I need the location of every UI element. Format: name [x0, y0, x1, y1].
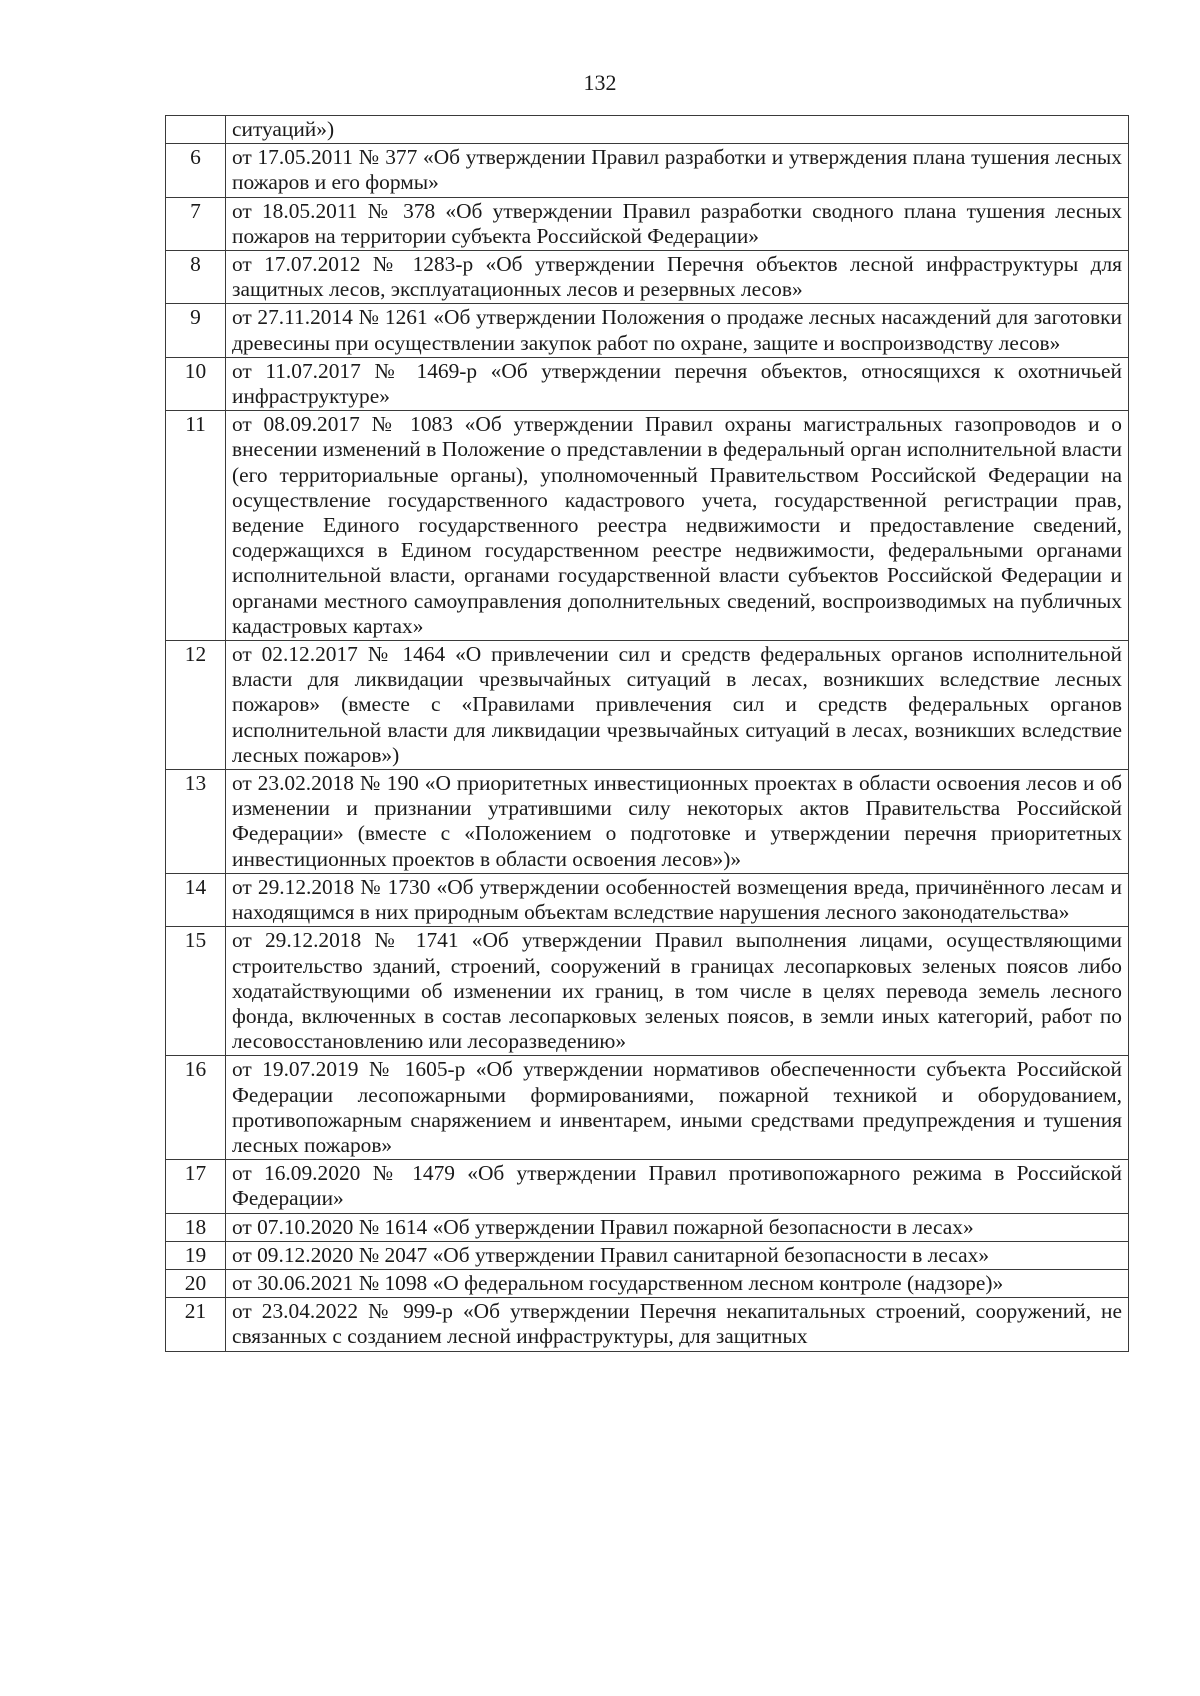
act-description: от 18.05.2011 № 378 «Об утверждении Правил разработки сводного плана тушения лесных пожаров на территории субъекта Российской Федерации»: [226, 197, 1129, 250]
act-description: от 08.09.2017 № 1083 «Об утверждении Правил охраны магистральных газопроводов и о внесении изменений в Положение о представлении в федеральный орган исполнительной власти (его территориальные органы), уполномоченный Правительством Российской Федерации на осуществление государственного кадастрового учета, государственной регистрации прав, ведение Единого государственного реестра недвижимости и предоставление сведений, содержащихся в Едином государственном реестре недвижимости, федеральными органами исполнительной власти, органами государственной власти субъектов Российской Федерации и органами местного самоуправления дополнительных сведений, воспроизводимых на публичных кадастровых картах»: [226, 411, 1129, 641]
table-row: [166, 641, 1129, 770]
row-number: 9: [166, 304, 226, 357]
table-row: [166, 1298, 1129, 1351]
row-number: 6: [166, 144, 226, 197]
row-number: 21: [166, 1298, 226, 1351]
act-description: от 23.02.2018 № 190 «О приоритетных инвестиционных проектах в области освоения лесов и об изменении и признании утратившими силу некоторых актов Правительства Российской Федерации» (вместе с «Положением о подготовке и утверждении перечня приоритетных инвестиционных проектов в области освоения лесов»)»: [226, 770, 1129, 874]
act-description: от 16.09.2020 № 1479 «Об утверждении Правил противопожарного режима в Российской Федерации»: [226, 1160, 1129, 1213]
act-description: от 29.12.2018 № 1741 «Об утверждении Правил выполнения лицами, осуществляющими строительство зданий, строений, сооружений в границах лесопарковых зеленых поясов либо ходатайствующими об изменении их границ, в том числе в целях перевода земель лесного фонда, включенных в состав лесопарковых зеленых поясов, в земли иных категорий, работ по лесовосстановлению или лесоразведению»: [226, 927, 1129, 1056]
table-row: [166, 873, 1129, 926]
table-row: [166, 1269, 1129, 1297]
act-description: от 17.07.2012 № 1283-р «Об утверждении Перечня объектов лесной инфраструктуры для защитных лесов, эксплуатационных лесов и резервных лесов»: [226, 251, 1129, 304]
row-number: 14: [166, 873, 226, 926]
table-row: [166, 770, 1129, 874]
row-number: 20: [166, 1269, 226, 1297]
table-row: [166, 251, 1129, 304]
row-number: [166, 116, 226, 144]
table-row: [166, 357, 1129, 410]
act-description: от 30.06.2021 № 1098 «О федеральном государственном лесном контроле (надзоре)»: [226, 1269, 1129, 1297]
table-row: [166, 144, 1129, 197]
act-description: от 23.04.2022 № 999-р «Об утверждении Перечня некапитальных строений, сооружений, не связанных с созданием лесной инфраструктуры, для защитных: [226, 1298, 1129, 1351]
act-description: от 29.12.2018 № 1730 «Об утверждении особенностей возмещения вреда, причинённого лесам и находящимся в них природным объектам вследствие нарушения лесного законодательства»: [226, 873, 1129, 926]
row-number: 11: [166, 411, 226, 641]
act-description: ситуаций»): [226, 116, 1129, 144]
table-row: [166, 927, 1129, 1056]
act-description: от 09.12.2020 № 2047 «Об утверждении Правил санитарной безопасности в лесах»: [226, 1241, 1129, 1269]
row-number: 12: [166, 641, 226, 770]
row-number: 17: [166, 1160, 226, 1213]
table-row: [166, 197, 1129, 250]
row-number: 7: [166, 197, 226, 250]
row-number: 16: [166, 1056, 226, 1160]
act-description: от 02.12.2017 № 1464 «О привлечении сил и средств федеральных органов исполнительной власти для ликвидации чрезвычайных ситуаций в лесах, возникших вследствие лесных пожаров» (вместе с «Правилами привлечения сил и средств федеральных органов исполнительной власти для ликвидации чрезвычайных ситуаций в лесах, возникших вследствие лесных пожаров»): [226, 641, 1129, 770]
row-number: 13: [166, 770, 226, 874]
act-description: от 27.11.2014 № 1261 «Об утверждении Положения о продаже лесных насаждений для заготовки древесины при осуществлении закупок работ по охране, защите и воспроизводству лесов»: [226, 304, 1129, 357]
table-row: [166, 1160, 1129, 1213]
table-row: [166, 1056, 1129, 1160]
table-row: [166, 411, 1129, 641]
row-number: 8: [166, 251, 226, 304]
act-description: от 11.07.2017 № 1469-р «Об утверждении перечня объектов, относящихся к охотничьей инфраструктуре»: [226, 357, 1129, 410]
table-row: [166, 1241, 1129, 1269]
act-description: от 19.07.2019 № 1605-р «Об утверждении нормативов обеспеченности субъекта Российской Федерации лесопожарными формированиями, пожарной техникой и оборудованием, противопожарным снаряжением и инвентарем, иными средствами предупреждения и тушения лесных пожаров»: [226, 1056, 1129, 1160]
legal-acts-table: [165, 115, 1129, 1352]
page-number: 132: [583, 70, 617, 95]
row-number: 19: [166, 1241, 226, 1269]
table-row: [166, 116, 1129, 144]
table-row: [166, 1213, 1129, 1241]
act-description: от 17.05.2011 № 377 «Об утверждении Правил разработки и утверждения плана тушения лесных пожаров и его формы»: [226, 144, 1129, 197]
row-number: 15: [166, 927, 226, 1056]
row-number: 18: [166, 1213, 226, 1241]
act-description: от 07.10.2020 № 1614 «Об утверждении Правил пожарной безопасности в лесах»: [226, 1213, 1129, 1241]
row-number: 10: [166, 357, 226, 410]
table-row: [166, 304, 1129, 357]
